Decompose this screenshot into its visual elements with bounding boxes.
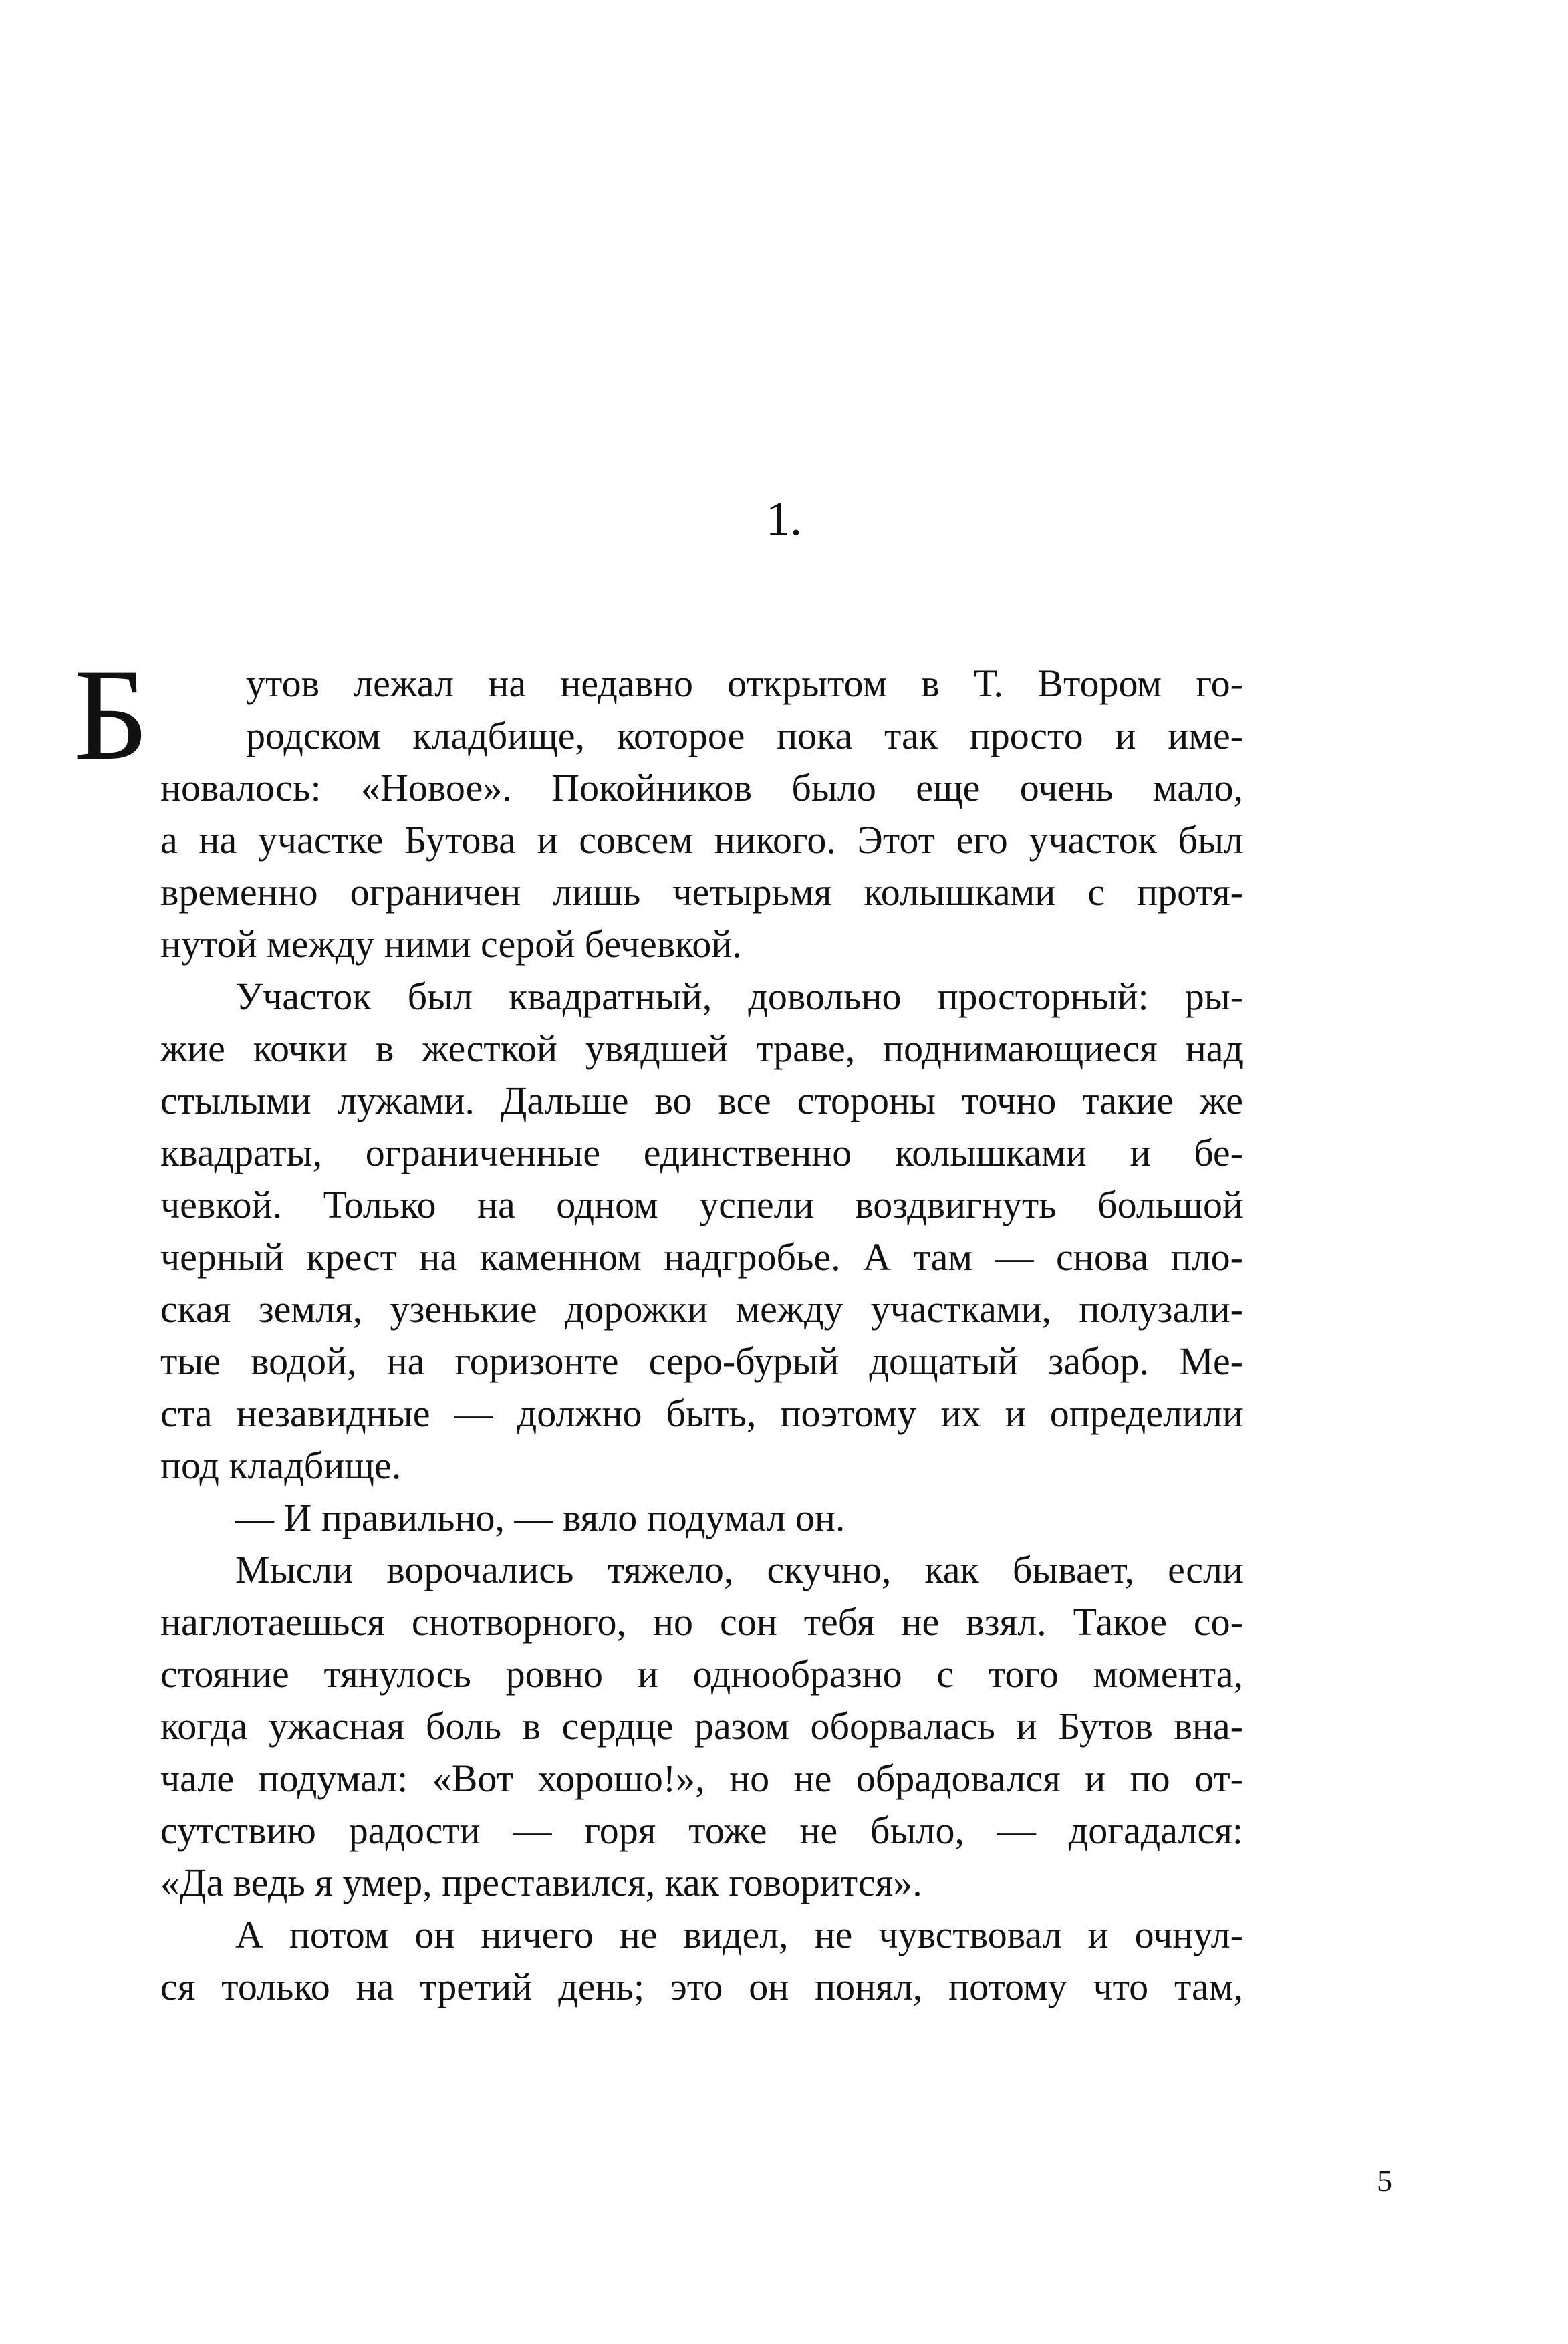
text-line: — И правильно, — вяло подумал он.	[235, 1496, 845, 1539]
text-line: ста незавидные — должно быть, поэтому их и определили	[160, 1392, 1243, 1435]
text-line: А потом он ничего не видел, не чувствовал и очнул-	[235, 1913, 1243, 1956]
text-line: временно ограничен лишь четырьмя колышками с протя-	[160, 870, 1243, 914]
text-line: нутой между ними серой бечевкой.	[160, 922, 742, 966]
text-line: наглотаешься снотворного, но сон тебя не взял. Такое со-	[160, 1600, 1243, 1644]
text-line: а на участке Бутова и совсем никого. Этот его участок был	[160, 818, 1243, 862]
text-line: жие кочки в жесткой увядшей траве, поднимающиеся над	[160, 1027, 1243, 1070]
text-line: Мысли ворочались тяжело, скучно, как бывает, если	[235, 1548, 1243, 1591]
chapter-number: 1.	[766, 492, 802, 545]
text-line: под кладбище.	[160, 1444, 402, 1487]
page-number: 5	[1377, 2164, 1392, 2198]
text-line: Участок был квадратный, довольно просторный: ры-	[235, 974, 1243, 1018]
text-line: когда ужасная боль в сердце разом оборвалась и Бутов вна-	[160, 1704, 1243, 1748]
text-line: новалось: «Новое». Покойников было еще очень мало,	[160, 766, 1243, 809]
text-line: стылыми лужами. Дальше во все стороны точно такие же	[160, 1079, 1243, 1122]
drop-cap: Б	[74, 642, 149, 787]
text-line: квадраты, ограниченные единственно колышками и бе-	[160, 1131, 1243, 1174]
text-line: чевкой. Только на одном успели воздвигнуть большой	[160, 1183, 1243, 1226]
text-line: «Да ведь я умер, преставился, как говорится».	[160, 1861, 922, 1904]
text-line: стояние тянулось ровно и однообразно с того момента,	[160, 1652, 1243, 1696]
text-line: утов лежал на недавно открытом в Т. Втором го-	[246, 662, 1243, 705]
text-line: чале подумал: «Вот хорошо!», но не обрадовался и по от-	[160, 1756, 1243, 1800]
body-text	[160, 658, 1243, 2013]
text-line: тые водой, на горизонте серо-бурый дощатый забор. Ме-	[160, 1339, 1243, 1383]
text-line: сутствию радости — горя тоже не было, — догадался:	[160, 1809, 1243, 1852]
text-line: ся только на третий день; это он понял, потому что там,	[160, 1965, 1243, 2008]
text-line: черный крест на каменном надгробье. А там — снова пло-	[160, 1235, 1243, 1279]
text-line: родском кладбище, которое пока так просто и име-	[246, 714, 1243, 757]
text-line: ская земля, узенькие дорожки между участками, полузали-	[160, 1287, 1243, 1331]
